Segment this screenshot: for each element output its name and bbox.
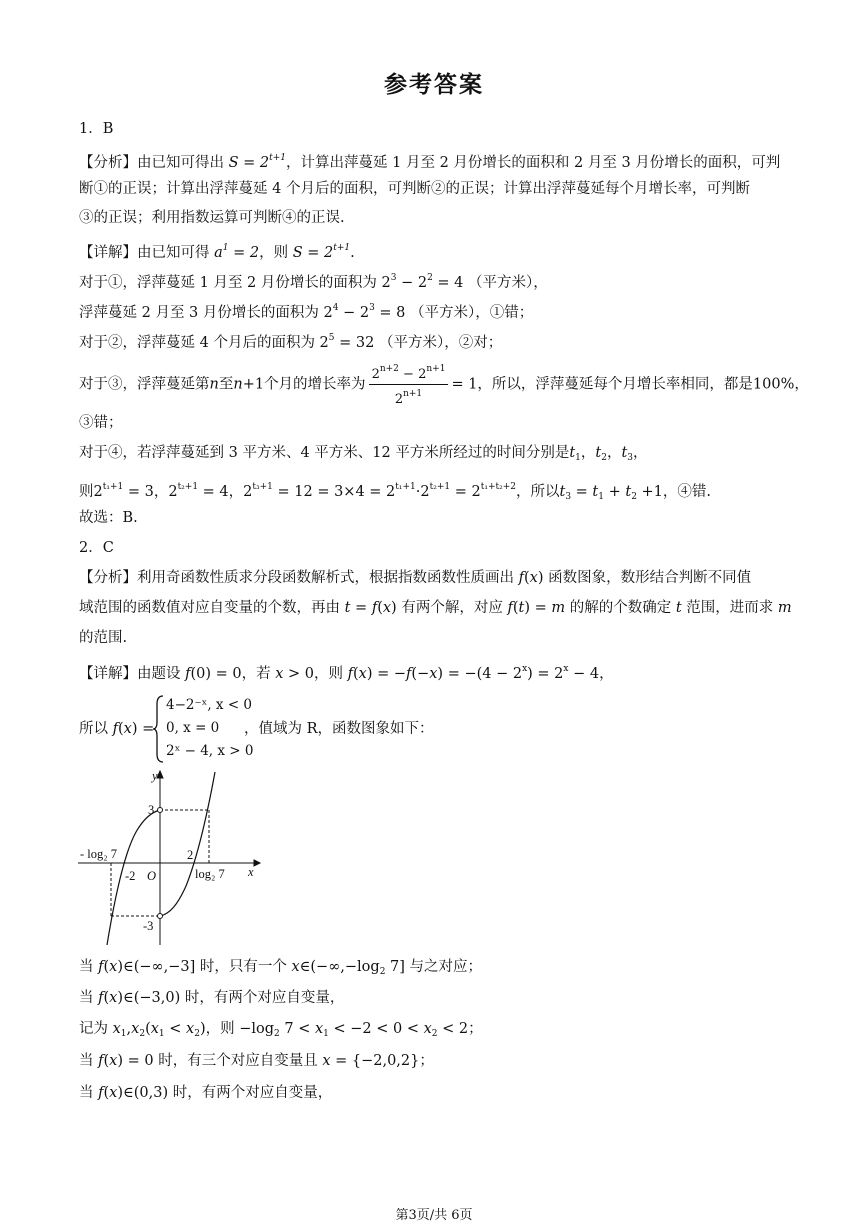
x-axis-arrow bbox=[254, 860, 260, 866]
q1-item2-line: 对于②，浮萍蔓延 4 个月后的面积为 $2^5 = 32$ （平方米），②对； bbox=[79, 333, 503, 351]
q2-case-line3: 记为 $x_1,x_2(x_1 < x_2)$，则 $-\log_2$ $7 < x_1 < -2 < 0 < x_2 < 2$； bbox=[79, 1021, 483, 1039]
q2-piecewise-prefix: 所以 f(x) = bbox=[79, 721, 155, 737]
tick-2-label: 2 bbox=[187, 848, 194, 862]
q1-detail-line: 【详解】由已知可得 $a^1 = 2$，则 $S = 2^{t+1}$. bbox=[79, 243, 355, 261]
q1-item3-result: ③错； bbox=[79, 415, 123, 431]
detail-tag: 【详解】 bbox=[79, 245, 137, 261]
analysis-tag: 【分析】 bbox=[79, 155, 137, 171]
q1-item1-line: 对于①，浮萍蔓延 1 月至 2 月份增长的面积为 $2^3 - 2^2 = 4$ （平方米）， bbox=[79, 273, 548, 291]
page-footer: 第3页/共 6页 bbox=[395, 1208, 473, 1223]
q2-case-line2: 当 f(x)∈(−3,0) 时，有两个对应自变量， bbox=[79, 990, 345, 1006]
q2-case-line5: 当 f(x)∈(0,3) 时，有两个对应自变量， bbox=[79, 1085, 333, 1101]
origin-label: O bbox=[147, 869, 157, 883]
q2-header: 2．C bbox=[79, 540, 114, 556]
x-axis-label: x bbox=[248, 865, 254, 879]
q2-case-line1: 当 f(x)∈(−∞,−3] 时，只有一个 $x\in(-\infty,-\log_2$ 7] 与之对应； bbox=[79, 959, 483, 977]
q1-conclusion: 故选：B. bbox=[79, 510, 138, 526]
q1-analysis-line2: 断①的正误；计算出浮萍蔓延 4 个月后的面积，可判断②的正误；计算出浮萍蔓延每个月增长率，可判断 bbox=[79, 181, 750, 197]
detail-tag: 【详解】 bbox=[79, 666, 137, 682]
tick-neglog-label: - log₂ 7 bbox=[80, 847, 117, 861]
q2-detail-line: 【详解】由题设 f(0) = 0，若 x > 0，则 $f(x) = -f(-x) = -(4 - 2^x) = 2^x - 4$， bbox=[79, 664, 614, 682]
open-point-neg3 bbox=[158, 914, 163, 919]
q1-item3-line: 对于③，浮萍蔓延第n至n+1个月的增长率为 $\frac{2^{n+2} - 2^{n+1}}{2^{n+1}}$ = 1，所以，浮萍蔓延每个月增长率相同，都是100%， bbox=[79, 360, 809, 409]
tick-3-label: 3 bbox=[148, 803, 155, 817]
growth-rate-fraction: $\frac{2^{n+2} - 2^{n+1}}{2^{n+1}}$ bbox=[369, 360, 449, 409]
q1-header: 1．B bbox=[79, 121, 114, 137]
y-axis-label: y bbox=[152, 770, 158, 783]
open-point-3 bbox=[158, 808, 163, 813]
page-title: 参考答案 bbox=[384, 72, 484, 98]
q2-analysis-line1: 【分析】利用奇函数性质求分段函数解析式，根据指数函数性质画出 f(x) 函数图象，数形结合判断不同值 bbox=[79, 570, 752, 586]
tick-neg3-label: -3 bbox=[143, 919, 154, 933]
q1-item1-line2: 浮萍蔓延 2 月至 3 月份增长的面积为 $2^4 - 2^3 = 8$ （平方米），①错； bbox=[79, 303, 534, 321]
q1-analysis-line3: ③的正误；利用指数运算可判断④的正误. bbox=[79, 210, 345, 226]
function-graph bbox=[78, 770, 262, 945]
q2-analysis-line2: 域范围的函数值对应自变量的个数，再由 t = f(x) 有两个解，对应 f(t) = m 的解的个数确定 t 范围，进而求 m bbox=[79, 600, 792, 616]
q2-range-text: ，值域为 R，函数图象如下： bbox=[244, 721, 434, 737]
q1-item4-line: 对于④，若浮萍蔓延到 3 平方米、4 平方米、12 平方米所经过的时间分别是$t_1$，$t_2$，$t_3$， bbox=[79, 445, 648, 463]
q1-item4-calc: 则$2^{t_1+1} = 3$，$2^{t_2+1} = 4$，$2^{t_3+1} = 12 = 3\times 4 = 2^{t_1+1}\cdot 2^{t_2+1} = 2^{t_1+t_2+2}$，所以$t_3 = t_1 + t_2 +1$，④错. bbox=[79, 482, 712, 502]
q2-analysis-line3: 的范围. bbox=[79, 630, 128, 646]
piecewise-case-3: 2ˣ − 4, x > 0 bbox=[166, 743, 254, 759]
piecewise-case-2: 0, x = 0 bbox=[166, 720, 220, 736]
y-axis-arrow bbox=[157, 771, 163, 778]
tick-neg2-label: -2 bbox=[125, 869, 136, 883]
piecewise-brace bbox=[152, 694, 166, 764]
tick-log-label: log₂ 7 bbox=[195, 867, 225, 881]
curve-positive-branch bbox=[160, 772, 215, 916]
q1-analysis-line1: 【分析】由已知可得出 $S = 2^{t+1}$，计算出萍蔓延 1 月至 2 月份增长的面积和 2 月至 3 月份增长的面积，可判 bbox=[79, 153, 781, 171]
analysis-tag: 【分析】 bbox=[79, 570, 137, 586]
q2-case-line4: 当 f(x) = 0 时，有三个对应自变量且 x = {−2,0,2}； bbox=[79, 1053, 434, 1069]
piecewise-case-1: 4−2⁻ˣ, x < 0 bbox=[166, 697, 253, 713]
